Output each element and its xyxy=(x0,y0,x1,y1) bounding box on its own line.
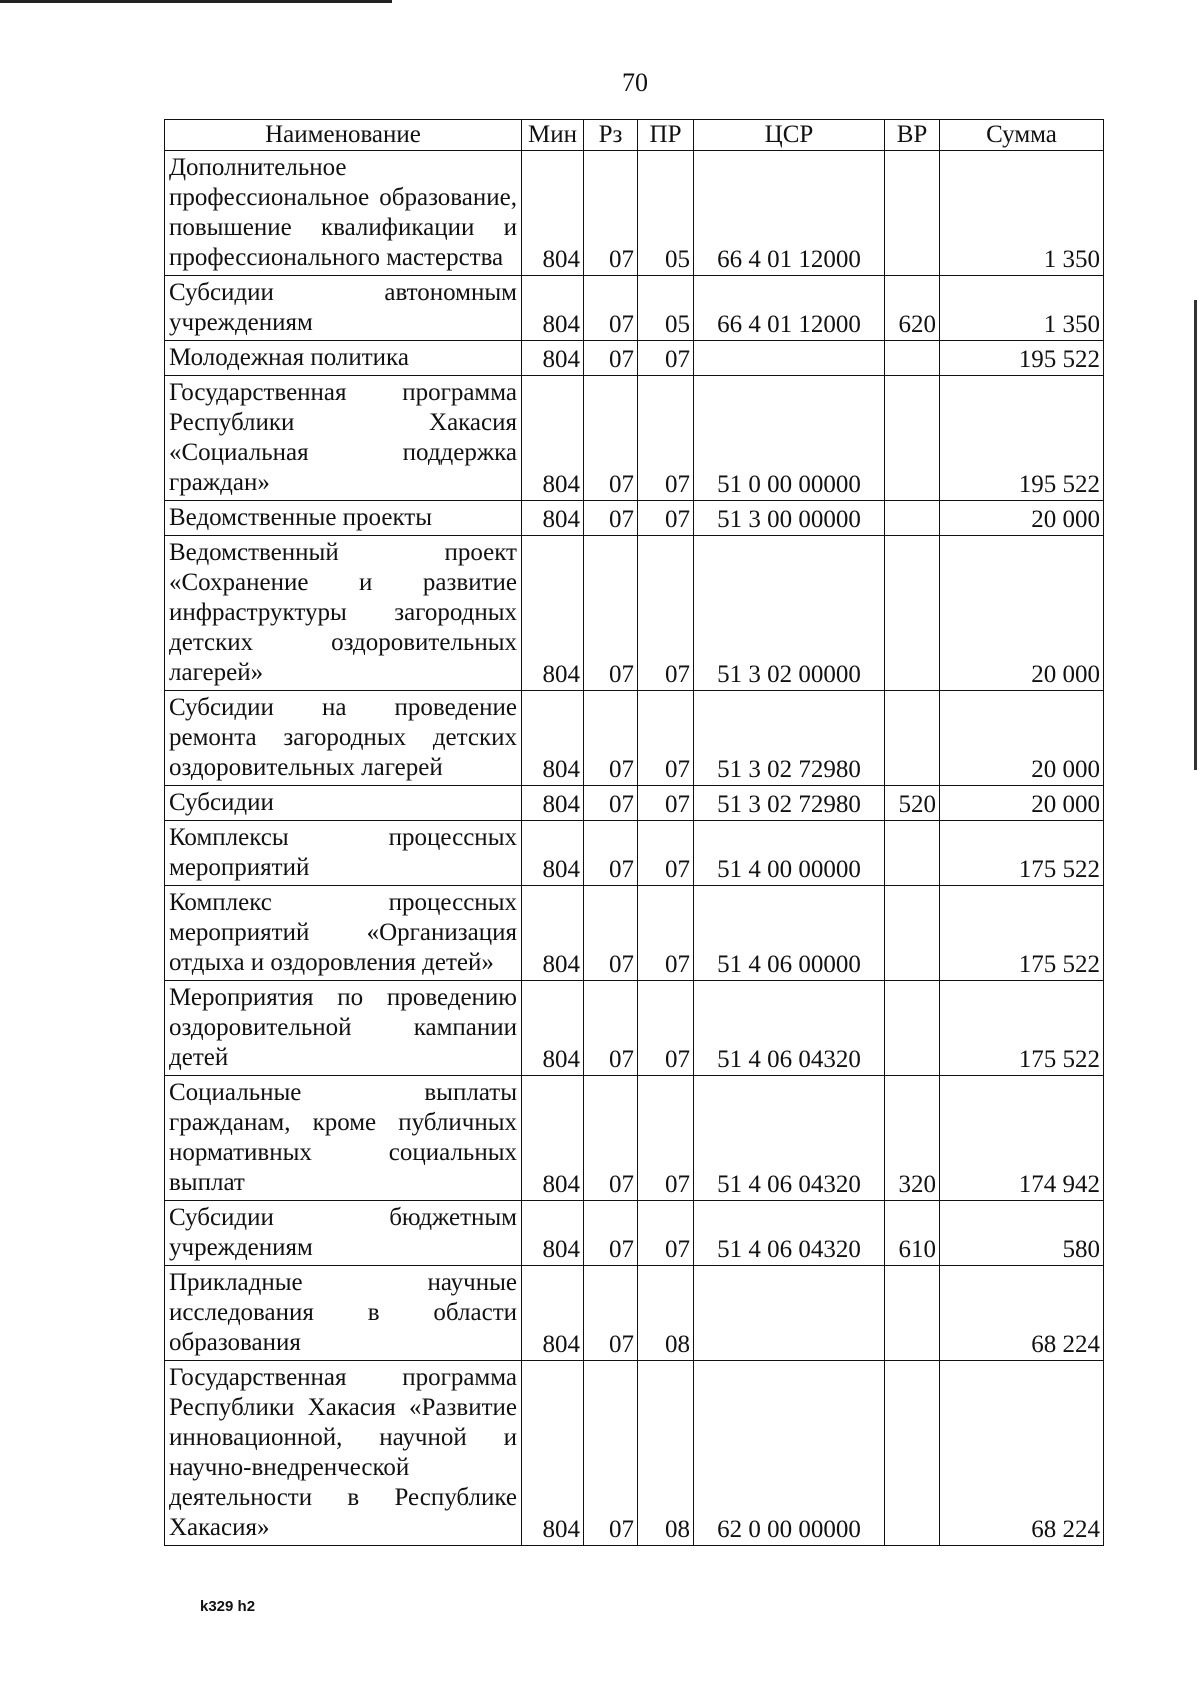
column-header-pr: ПР xyxy=(638,120,694,151)
row-csr: 51 4 06 04320 xyxy=(694,1076,885,1201)
row-rz: 07 xyxy=(584,341,638,376)
row-sum: 580 xyxy=(940,1201,1104,1266)
row-pr: 07 xyxy=(638,691,694,786)
table-row xyxy=(165,501,1104,536)
row-csr: 51 0 00 00000 xyxy=(694,376,885,501)
row-pr: 07 xyxy=(638,341,694,376)
row-csr: 66 4 01 12000 xyxy=(694,151,885,276)
row-vr: 620 xyxy=(885,276,940,341)
row-rz: 07 xyxy=(584,821,638,886)
row-min: 804 xyxy=(522,1076,584,1201)
table-row xyxy=(165,981,1104,1076)
row-csr: 51 3 02 72980 xyxy=(694,691,885,786)
table-row xyxy=(165,151,1104,276)
row-min: 804 xyxy=(522,536,584,691)
row-min: 804 xyxy=(522,821,584,886)
row-sum: 195 522 xyxy=(940,376,1104,501)
row-min: 804 xyxy=(522,1201,584,1266)
row-rz: 07 xyxy=(584,536,638,691)
table-row xyxy=(165,1361,1104,1546)
row-name: Субсидии xyxy=(165,786,522,821)
row-rz: 07 xyxy=(584,376,638,501)
row-vr xyxy=(885,981,940,1076)
row-pr: 07 xyxy=(638,1076,694,1201)
row-min: 804 xyxy=(522,341,584,376)
row-vr xyxy=(885,376,940,501)
row-csr: 51 3 00 00000 xyxy=(694,501,885,536)
row-sum: 68 224 xyxy=(940,1361,1104,1546)
row-csr xyxy=(694,341,885,376)
table-row xyxy=(165,1076,1104,1201)
row-csr: 51 4 06 04320 xyxy=(694,981,885,1076)
row-name: Субсидии бюджетным учреждениям xyxy=(165,1201,522,1266)
row-vr xyxy=(885,151,940,276)
scan-edge-mark xyxy=(1194,300,1197,770)
row-vr: 610 xyxy=(885,1201,940,1266)
table-row xyxy=(165,786,1104,821)
row-sum: 20 000 xyxy=(940,691,1104,786)
row-rz: 07 xyxy=(584,886,638,981)
row-min: 804 xyxy=(522,886,584,981)
row-rz: 07 xyxy=(584,1201,638,1266)
row-name: Молодежная политика xyxy=(165,341,522,376)
row-vr: 320 xyxy=(885,1076,940,1201)
row-vr xyxy=(885,886,940,981)
row-rz: 07 xyxy=(584,691,638,786)
row-pr: 05 xyxy=(638,151,694,276)
row-rz: 07 xyxy=(584,981,638,1076)
row-min: 804 xyxy=(522,501,584,536)
row-csr: 51 3 02 00000 xyxy=(694,536,885,691)
row-min: 804 xyxy=(522,276,584,341)
row-min: 804 xyxy=(522,786,584,821)
row-sum: 175 522 xyxy=(940,886,1104,981)
row-rz: 07 xyxy=(584,276,638,341)
column-header-name: Наименование xyxy=(165,120,522,151)
row-vr xyxy=(885,536,940,691)
row-name: Комплекс процессных мероприятий «Организация отдыха и оздоровления детей» xyxy=(165,886,522,981)
row-min: 804 xyxy=(522,151,584,276)
row-vr xyxy=(885,1361,940,1546)
row-vr xyxy=(885,501,940,536)
top-edge-line xyxy=(0,0,392,3)
row-pr: 07 xyxy=(638,1201,694,1266)
table-row xyxy=(165,376,1104,501)
row-rz: 07 xyxy=(584,1076,638,1201)
table-row xyxy=(165,886,1104,981)
row-pr: 07 xyxy=(638,981,694,1076)
row-rz: 07 xyxy=(584,1266,638,1361)
row-name: Субсидии на проведение ремонта загородных детских оздоровительных лагерей xyxy=(165,691,522,786)
row-csr: 51 4 00 00000 xyxy=(694,821,885,886)
row-csr: 51 4 06 04320 xyxy=(694,1201,885,1266)
table-row xyxy=(165,691,1104,786)
row-csr: 51 3 02 72980 xyxy=(694,786,885,821)
row-vr xyxy=(885,821,940,886)
table-row xyxy=(165,276,1104,341)
row-sum: 175 522 xyxy=(940,981,1104,1076)
row-name: Мероприятия по проведению оздоровительной кампании детей xyxy=(165,981,522,1076)
row-rz: 07 xyxy=(584,786,638,821)
row-name: Ведомственный проект «Сохранение и развитие инфраструктуры загородных детских оздоровительных лагерей» xyxy=(165,536,522,691)
row-name: Дополнительное профессиональное образование, повышение квалификации и профессионального мастерства xyxy=(165,151,522,276)
row-pr: 07 xyxy=(638,501,694,536)
row-min: 804 xyxy=(522,981,584,1076)
row-pr: 07 xyxy=(638,886,694,981)
row-min: 804 xyxy=(522,376,584,501)
row-sum: 174 942 xyxy=(940,1076,1104,1201)
row-sum: 195 522 xyxy=(940,341,1104,376)
table-row xyxy=(165,1201,1104,1266)
row-sum: 1 350 xyxy=(940,276,1104,341)
row-rz: 07 xyxy=(584,501,638,536)
row-sum: 1 350 xyxy=(940,151,1104,276)
column-header-min: Мин xyxy=(522,120,584,151)
row-csr: 62 0 00 00000 xyxy=(694,1361,885,1546)
row-name: Прикладные научные исследования в области образования xyxy=(165,1266,522,1361)
row-vr xyxy=(885,1266,940,1361)
row-sum: 20 000 xyxy=(940,501,1104,536)
row-vr xyxy=(885,341,940,376)
row-pr: 07 xyxy=(638,786,694,821)
row-name: Социальные выплаты гражданам, кроме публичных нормативных социальных выплат xyxy=(165,1076,522,1201)
row-csr xyxy=(694,1266,885,1361)
row-name: Субсидии автономным учреждениям xyxy=(165,276,522,341)
column-header-rz: Рз xyxy=(584,120,638,151)
row-rz: 07 xyxy=(584,151,638,276)
row-name: Ведомственные проекты xyxy=(165,501,522,536)
footer-code: k329 h2 xyxy=(200,1598,256,1615)
row-min: 804 xyxy=(522,1361,584,1546)
row-name: Государственная программа Республики Хакасия «Социальная поддержка граждан» xyxy=(165,376,522,501)
row-pr: 08 xyxy=(638,1266,694,1361)
row-pr: 07 xyxy=(638,821,694,886)
row-min: 804 xyxy=(522,691,584,786)
page-number: 70 xyxy=(622,68,648,97)
row-vr: 520 xyxy=(885,786,940,821)
row-sum: 175 522 xyxy=(940,821,1104,886)
row-sum: 20 000 xyxy=(940,536,1104,691)
row-csr: 66 4 01 12000 xyxy=(694,276,885,341)
column-header-sum: Сумма xyxy=(940,120,1104,151)
row-csr: 51 4 06 00000 xyxy=(694,886,885,981)
table-header-row xyxy=(165,120,1104,151)
row-vr xyxy=(885,691,940,786)
column-header-csr: ЦСР xyxy=(694,120,885,151)
row-sum: 68 224 xyxy=(940,1266,1104,1361)
table-row xyxy=(165,821,1104,886)
row-sum: 20 000 xyxy=(940,786,1104,821)
table-row xyxy=(165,341,1104,376)
row-min: 804 xyxy=(522,1266,584,1361)
row-pr: 07 xyxy=(638,536,694,691)
row-pr: 08 xyxy=(638,1361,694,1546)
row-name: Государственная программа Республики Хакасия «Развитие инновационной, научной и научно-внедренческой деятельности в Республике Хакасия» xyxy=(165,1361,522,1546)
table-row xyxy=(165,536,1104,691)
row-pr: 05 xyxy=(638,276,694,341)
row-rz: 07 xyxy=(584,1361,638,1546)
table-row xyxy=(165,1266,1104,1361)
budget-table xyxy=(164,119,1104,1546)
row-pr: 07 xyxy=(638,376,694,501)
column-header-vr: ВР xyxy=(885,120,940,151)
row-name: Комплексы процессных мероприятий xyxy=(165,821,522,886)
